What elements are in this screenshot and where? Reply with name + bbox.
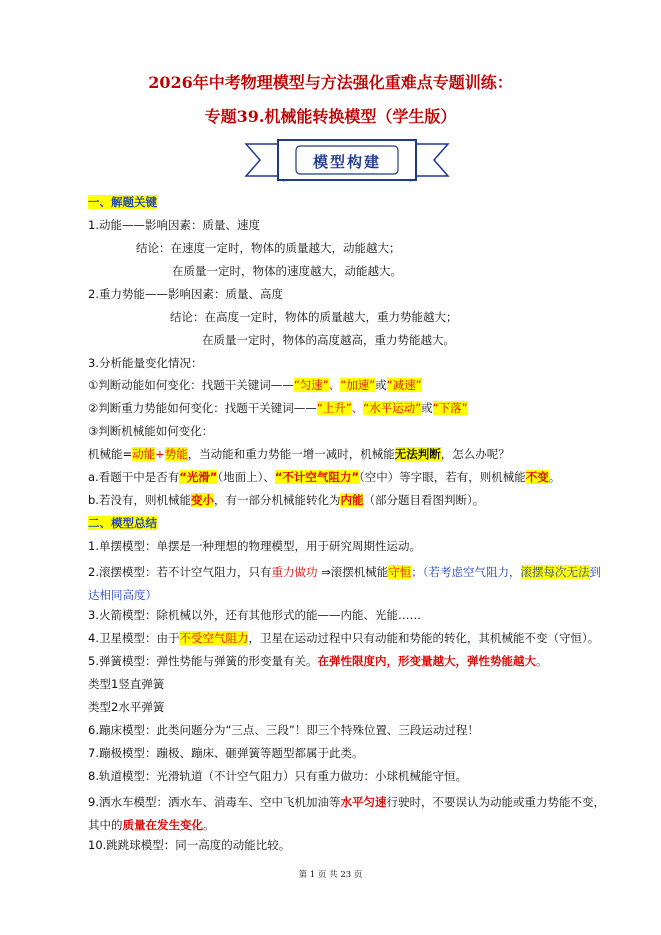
model-10: 10.跳跳球模型：同一高度的动能比较。 [88, 838, 291, 852]
page-footer: 第 1 页 共 23 页 [298, 870, 363, 880]
model-2: 2.滚摆模型：若不计空气阻力，只有重力做功 ⇒滚摆机械能守恒；（若考虑空气阻力，滚摆每次无法到达相同高度） [88, 565, 602, 602]
model-5-type-1: 类型1竖直弹簧 [88, 677, 165, 691]
model-9: 9.洒水车模型：洒水车、消毒车、空中飞机加油等水平匀速行驶时，不要误认为动能或重力势能不变，其中的质量在发生变化。 [88, 795, 605, 832]
page-subtitle: 专题39.机械能转换模型（学生版） [204, 107, 457, 126]
section-banner [244, 138, 450, 186]
line-1-conclusion-1: 结论：在速度一定时，物体的质量越大，动能越大； [136, 241, 401, 255]
line-1: 1.动能——影响因素：质量、速度 [88, 218, 260, 232]
model-1: 1.单摆模型：单摆是一种理想的物理模型，用于研究周期性运动。 [88, 539, 421, 553]
model-6: 6.蹦床模型：此类问题分为“三点、三段”！即三个特殊位置、三段运动过程！ [88, 723, 479, 737]
line-2-conclusion-1: 结论：在高度一定时，物体的质量越大，重力势能越大； [170, 310, 458, 324]
model-8: 8.轨道模型：光滑轨道（不计空气阻力）只有重力做功：小球机械能守恒。 [88, 769, 467, 783]
page-title: 2026年中考物理模型与方法强化重难点专题训练： [148, 73, 513, 92]
line-2-conclusion-2: 在质量一定时，物体的高度越高，重力势能越大。 [202, 333, 455, 347]
model-7: 7.蹦极模型：蹦极、蹦床、砸弹簧等题型都属于此类。 [88, 746, 364, 760]
line-3: 3.分析能量变化情况： [88, 356, 203, 370]
model-5-type-2: 类型2水平弹簧 [88, 700, 165, 714]
line-1-conclusion-2: 在质量一定时，物体的速度越大，动能越大。 [172, 264, 402, 278]
model-3: 3.火箭模型：除机械以外，还有其他形式的能——内能、光能…… [88, 608, 421, 622]
kinetic-judgement: ①判断动能如何变化：找题干关键词——“匀速”、“加速”或“减速” [88, 378, 422, 392]
model-5: 5.弹簧模型：弹性势能与弹簧的形变量有关。在弹性限度内，形变量越大，弹性势能越大。 [88, 654, 548, 668]
section-heading-1: 一、解题关键 [88, 195, 157, 209]
model-4: 4.卫星模型：由于不受空气阻力，卫星在运动过程中只有动能和势能的转化，其机械能不变（守恒）。 [88, 631, 600, 645]
rule-a: a.看题干中是否有“光滑”（地面上）、“不计空气阻力”（空中）等字眼，若有，则机械能不变。 [88, 470, 561, 484]
mechanical-energy-rule: 机械能=动能+势能，当动能和重力势能一增一减时，机械能无法判断，怎么办呢？ [88, 447, 510, 461]
potential-judgement: ②判断重力势能如何变化：找题干关键词——“上升”、“水平运动”或“下落” [88, 401, 468, 415]
rule-b: b.若没有，则机械能变小，有一部分机械能转化为内能（部分题目看图判断）。 [88, 493, 485, 507]
banner-text: 模型构建 [312, 153, 381, 171]
section-heading-2: 二、模型总结 [88, 516, 157, 530]
mechanical-judgement: ③判断机械能如何变化： [88, 424, 214, 438]
line-2: 2.重力势能——影响因素：质量、高度 [88, 287, 283, 301]
